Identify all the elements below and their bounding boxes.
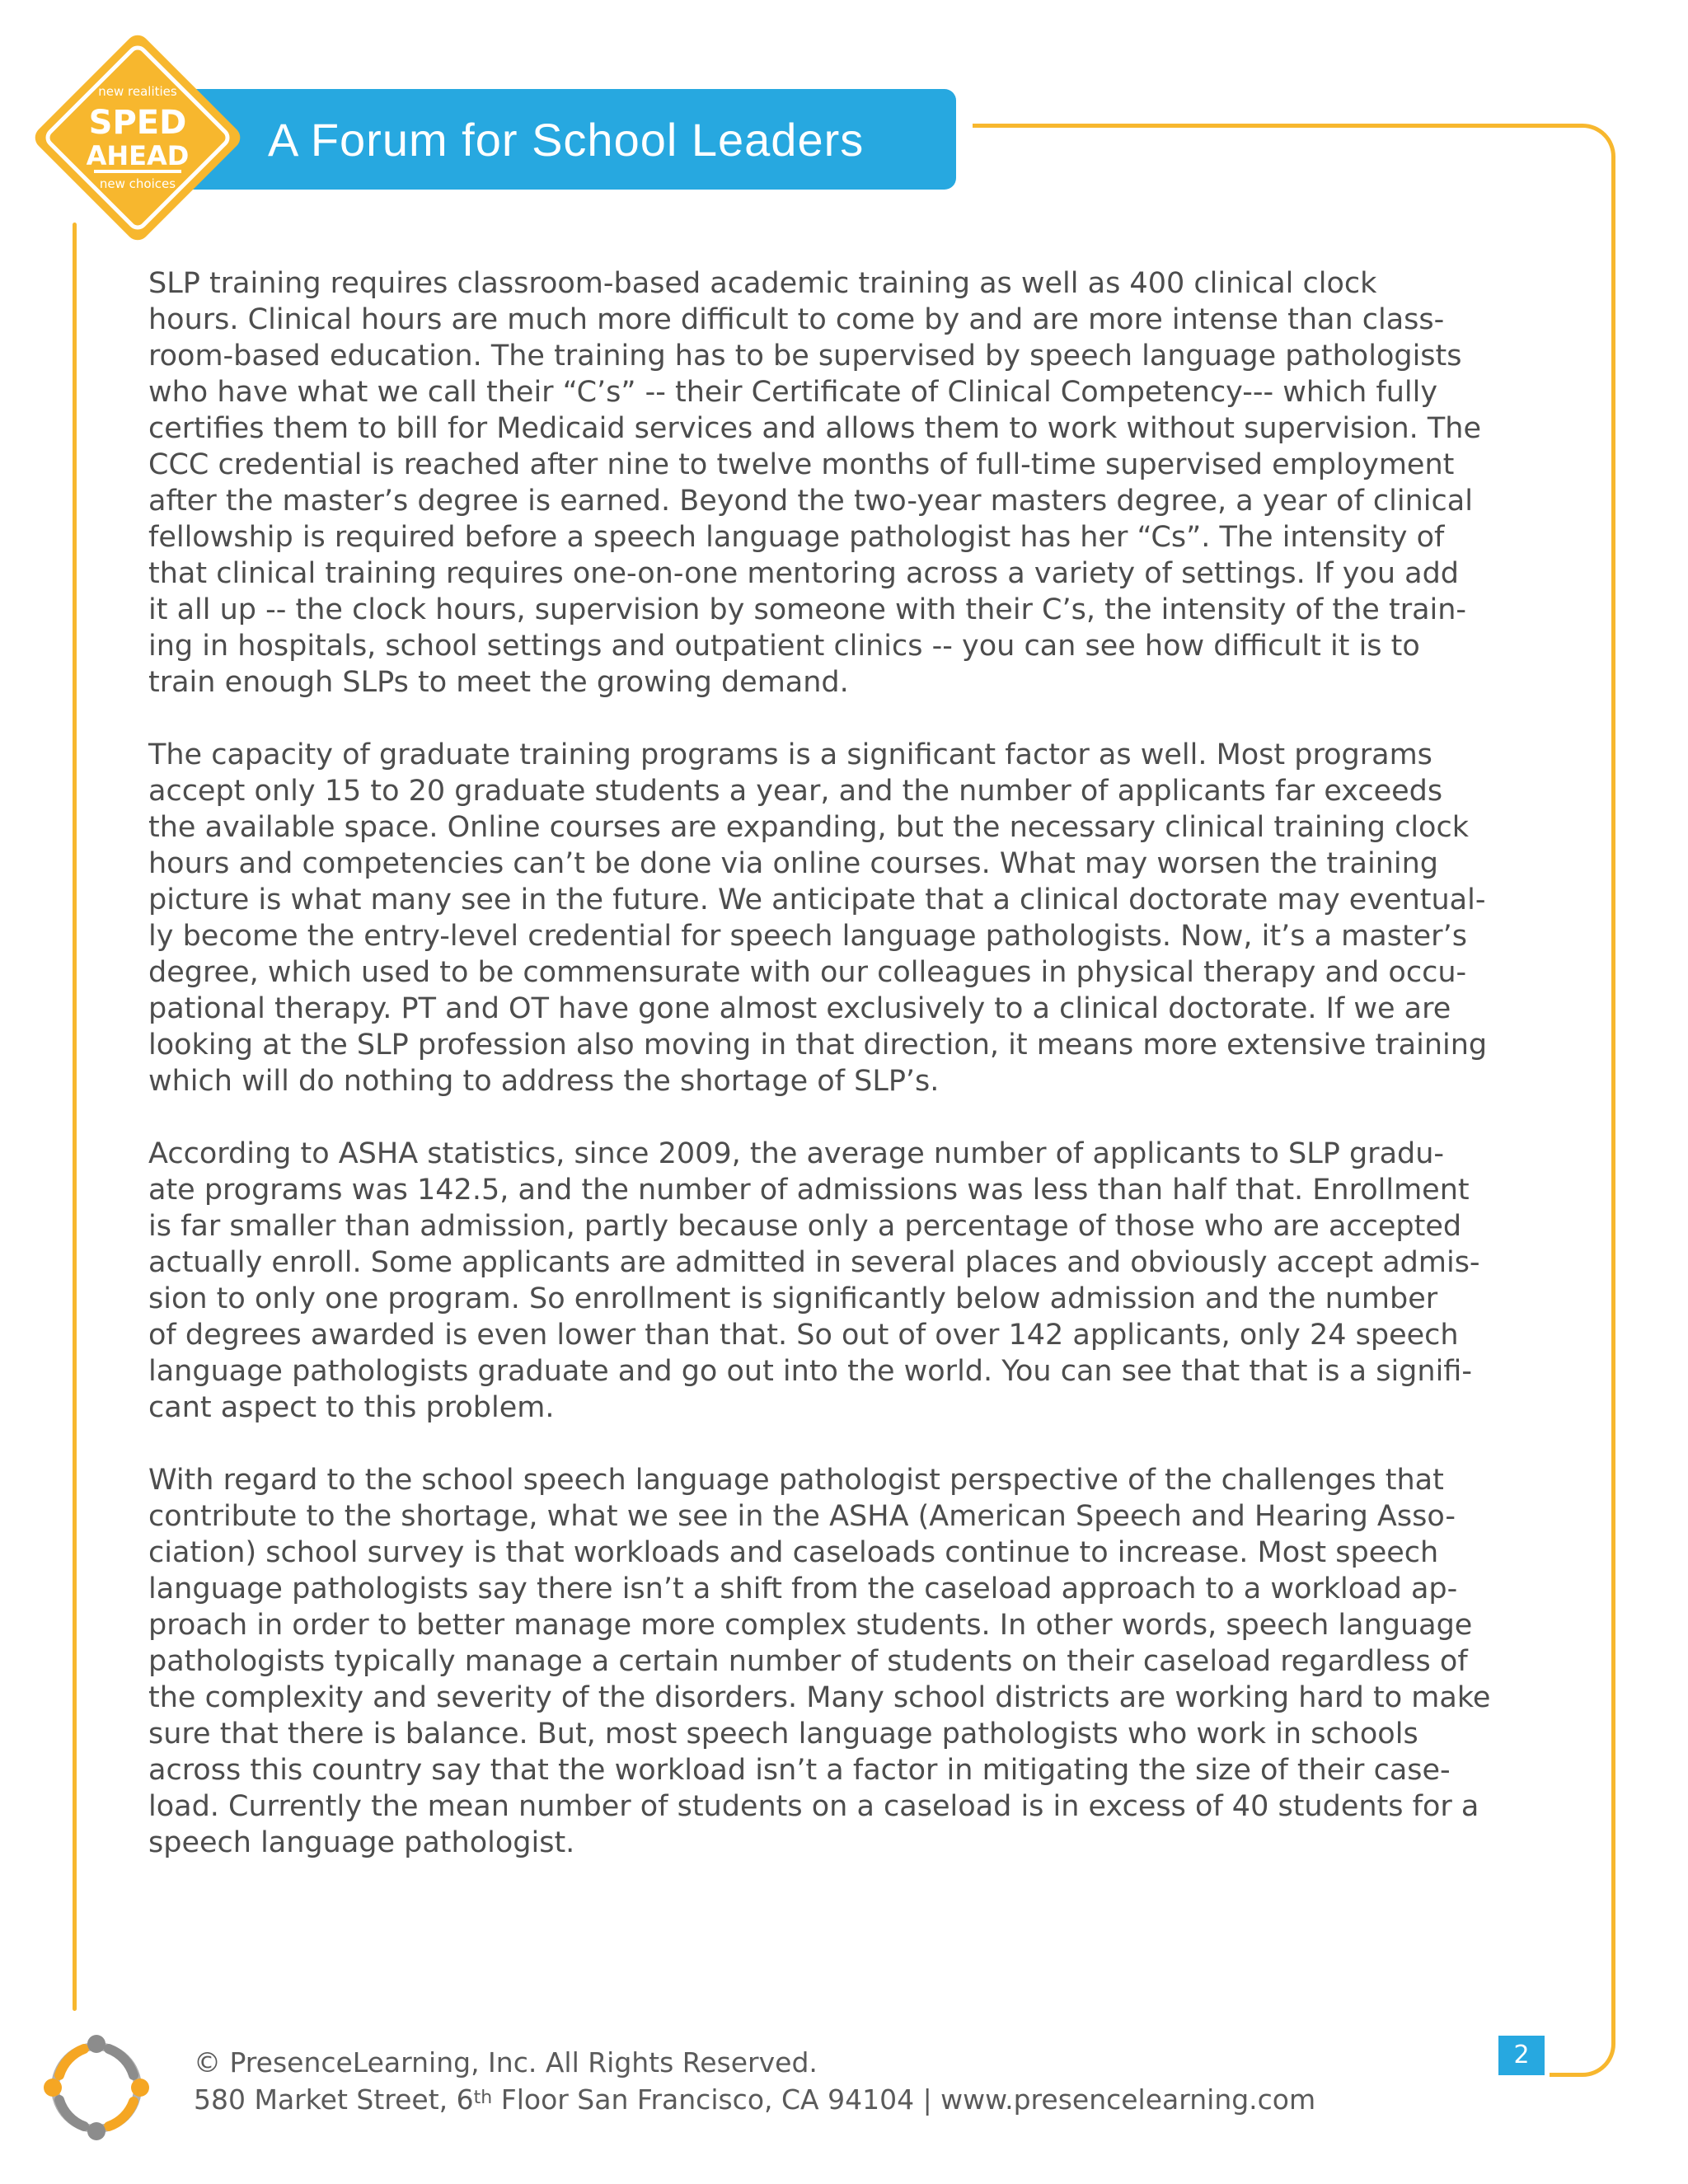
frame-bottom-line — [1558, 2073, 1582, 2077]
text-line: of degrees awarded is even lower than that. So out of over 142 applicants, only 24 speech — [148, 1319, 1459, 1352]
text-line: language pathologists graduate and go out into the world. You can see that that is a signifi- — [148, 1355, 1472, 1388]
text-line: pathologists typically manage a certain number of students on their caseload regardless of — [148, 1645, 1468, 1678]
text-line: proach in order to better manage more complex students. In other words, speech language — [148, 1609, 1473, 1642]
text-line: who have what we call their “C’s” -- their Certificate of Clinical Competency--- which fully — [148, 376, 1438, 409]
text-line: sure that there is balance. But, most speech language pathologists who work in schools — [148, 1718, 1418, 1750]
text-line: contribute to the shortage, what we see in the ASHA (American Speech and Hearing Asso- — [148, 1500, 1456, 1533]
text-line: With regard to the school speech language pathologist perspective of the challenges that — [148, 1464, 1444, 1497]
text-line: The capacity of graduate training programs is a significant factor as well. Most programs — [148, 738, 1432, 771]
text-line: ly become the entry-level credential for speech language pathologists. Now, it’s a master’s — [148, 920, 1467, 953]
text-line: language pathologists say there isn’t a shift from the caseload approach to a workload ap- — [148, 1572, 1458, 1605]
text-line: pational therapy. PT and OT have gone almost exclusively to a clinical doctorate. If we are — [148, 992, 1451, 1025]
footer-copyright: © PresenceLearning, Inc. All Rights Reserved. — [194, 2046, 818, 2079]
paragraph-1 — [148, 265, 1550, 701]
text-line: train enough SLPs to meet the growing demand. — [148, 666, 849, 699]
text-line: ciation) school survey is that workloads and caseloads continue to increase. Most speech — [148, 1536, 1439, 1569]
page-title: A Forum for School Leaders — [268, 114, 865, 166]
text-line: ing in hospitals, school settings and outpatient clinics -- you can see how difficult it is to — [148, 630, 1420, 663]
footer-address-suffix: Floor San Francisco, CA 94104 | www.presencelearning.com — [492, 2083, 1316, 2116]
text-line: room-based education. The training has to be supervised by speech language pathologists — [148, 340, 1462, 373]
text-line: the complexity and severity of the disorders. Many school districts are working hard to make — [148, 1681, 1491, 1714]
logo-line1: SPED — [88, 104, 187, 142]
text-line: load. Currently the mean number of students on a caseload is in excess of 40 students for a — [148, 1790, 1479, 1823]
text-line: picture is what many see in the future. We anticipate that a clinical doctorate may eventual- — [148, 883, 1486, 916]
text-line: after the master’s degree is earned. Beyond the two-year masters degree, a year of clinical — [148, 485, 1473, 518]
page-number-badge: 2 — [1498, 2036, 1545, 2075]
footer-address-prefix: 580 Market Street, 6 — [194, 2083, 474, 2116]
text-line: hours and competencies can’t be done via online courses. What may worsen the training — [148, 847, 1439, 880]
presencelearning-logo-icon — [35, 2026, 158, 2149]
text-line: actually enroll. Some applicants are admitted in several places and obviously accept admis- — [148, 1246, 1480, 1279]
text-line: across this country say that the workload isn’t a factor in mitigating the size of their case- — [148, 1754, 1451, 1787]
frame-bottom-right-corner — [1550, 2011, 1615, 2077]
text-line: it all up -- the clock hours, supervision by someone with their C’s, the intensity of the train- — [148, 593, 1467, 626]
text-line: accept only 15 to 20 graduate students a year, and the number of applicants far exceeds — [148, 775, 1443, 808]
text-line: According to ASHA statistics, since 2009, the average number of applicants to SLP gradu- — [148, 1137, 1445, 1170]
text-line: cant aspect to this problem. — [148, 1391, 555, 1424]
footer-address-sup: th — [473, 2088, 493, 2108]
text-line: fellowship is required before a speech language pathologist has her “Cs”. The intensity of — [148, 521, 1445, 554]
frame-top-right-corner — [1550, 124, 1615, 190]
text-line: degree, which used to be commensurate with our colleagues in physical therapy and occu- — [148, 956, 1467, 989]
frame-left-line — [73, 223, 77, 2011]
text-line: that clinical training requires one-on-one mentoring across a variety of settings. If you add — [148, 557, 1460, 590]
footer-address — [194, 2081, 1315, 2118]
text-line: is far smaller than admission, partly because only a percentage of those who are accepted — [148, 1210, 1462, 1243]
article-body — [148, 265, 1550, 1897]
frame-right-line — [1611, 185, 1615, 2040]
text-line: SLP training requires classroom-based academic training as well as 400 clinical clock — [148, 267, 1377, 300]
text-line: sion to only one program. So enrollment is significantly below admission and the number — [148, 1282, 1438, 1315]
logo-top-text: new realities — [98, 84, 177, 99]
paragraph-2 — [148, 737, 1550, 1099]
paragraph-4 — [148, 1462, 1550, 1861]
logo-bottom-text: new choices — [99, 176, 176, 191]
text-line: which will do nothing to address the shortage of SLP’s. — [148, 1065, 940, 1098]
text-line: certifies them to bill for Medicaid services and allows them to work without supervision. The — [148, 412, 1482, 445]
logo-line2: AHEAD — [86, 140, 190, 171]
frame-top-line — [973, 124, 1582, 128]
paragraph-3 — [148, 1136, 1550, 1426]
footer-text — [194, 2044, 1315, 2118]
text-line: ate programs was 142.5, and the number of admissions was less than half that. Enrollment — [148, 1174, 1470, 1207]
text-line: speech language pathologist. — [148, 1826, 575, 1859]
text-line: hours. Clinical hours are much more difficult to come by and are more intense than class- — [148, 303, 1445, 336]
text-line: the available space. Online courses are expanding, but the necessary clinical training clock — [148, 811, 1469, 844]
text-line: CCC credential is reached after nine to twelve months of full-time supervised employment — [148, 448, 1455, 481]
sped-ahead-logo — [26, 26, 249, 249]
text-line: looking at the SLP profession also moving in that direction, it means more extensive training — [148, 1029, 1488, 1062]
